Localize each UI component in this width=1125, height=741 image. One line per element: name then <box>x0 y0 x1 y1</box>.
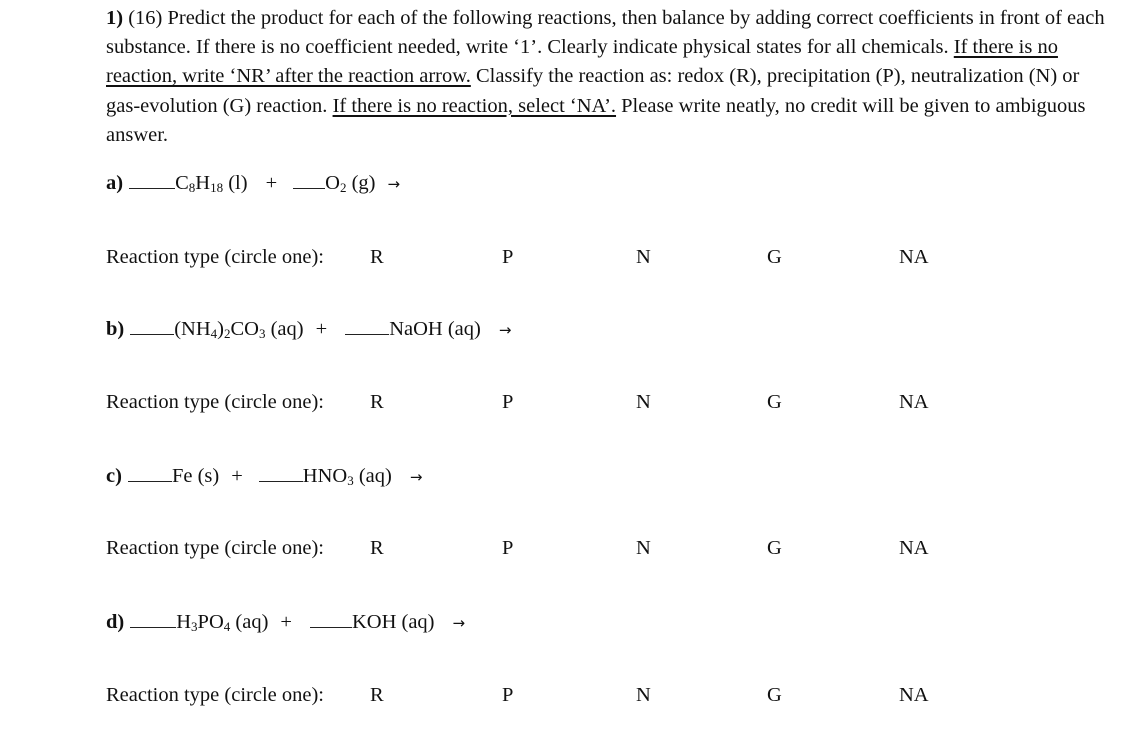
option-redox[interactable]: R <box>370 537 384 559</box>
reaction-type-label: Reaction type (circle one): <box>106 537 324 559</box>
reaction-letter: d) <box>106 611 125 633</box>
option-redox[interactable]: R <box>370 246 384 268</box>
coefficient-blank[interactable] <box>129 187 175 189</box>
option-gas-evolution[interactable]: G <box>767 684 782 706</box>
option-no-reaction[interactable]: NA <box>899 537 929 559</box>
instructions-text-1: Predict the product for each of the following reactions, then balance by adding correct coefficients in front of each substance. If there is no coefficient needed, write ‘1’. Clearly indicate physical states for all chemicals. <box>106 7 1105 59</box>
reaction-c <box>106 465 422 489</box>
reactant-2: $O_2$ (g) <box>325 172 376 195</box>
instructions-text-3: Please write neatly, no credit will be given to ambiguous answer. <box>106 94 1086 146</box>
reaction-type-label: Reaction type (circle one): <box>106 391 324 413</box>
plus-sign: + <box>231 465 243 487</box>
option-neutralization[interactable]: N <box>636 391 651 413</box>
option-no-reaction[interactable]: NA <box>899 684 929 706</box>
option-precipitation[interactable]: P <box>502 391 514 413</box>
plus-sign: + <box>265 172 278 194</box>
reactant-1: $H_3PO_4$ (aq) <box>176 611 269 634</box>
reaction-arrow: → <box>409 468 423 486</box>
option-precipitation[interactable]: P <box>502 246 514 268</box>
option-redox[interactable]: R <box>370 684 384 706</box>
coefficient-blank[interactable] <box>130 626 176 628</box>
option-redox[interactable]: R <box>370 391 384 413</box>
reaction-arrow: → <box>452 614 466 632</box>
option-neutralization[interactable]: N <box>636 537 651 559</box>
reactant-1: $(NH_4)_2CO_3$ (aq) <box>174 318 304 341</box>
option-no-reaction[interactable]: NA <box>899 246 929 268</box>
reaction-letter: b) <box>106 318 125 340</box>
option-neutralization[interactable]: N <box>636 684 651 706</box>
reactant-1: $C_8H_{18}$ (l) <box>175 172 248 195</box>
reactant-2: KOH (aq) <box>351 611 435 633</box>
coefficient-blank[interactable] <box>130 333 174 335</box>
option-precipitation[interactable]: P <box>502 684 514 706</box>
coefficient-blank[interactable] <box>310 626 352 628</box>
reaction-d <box>106 611 465 635</box>
reaction-letter: a) <box>106 172 124 194</box>
reaction-arrow: → <box>498 321 512 339</box>
instructions-underline-2: If there is no reaction, select ‘NA’. <box>332 94 617 117</box>
reaction-a <box>106 172 400 196</box>
instructions-underline-1: If there is no reaction, write ‘NR’ after the reaction arrow. <box>106 36 1058 88</box>
question-number: 1) <box>106 7 124 29</box>
instructions-text-2: Classify the reaction as: redox (R), precipitation (P), neutralization (N) or gas-evolution (G) reaction. <box>106 65 1080 117</box>
instructions-paragraph <box>106 4 1106 150</box>
option-gas-evolution[interactable]: G <box>767 246 782 268</box>
option-precipitation[interactable]: P <box>502 537 514 559</box>
option-gas-evolution[interactable]: G <box>767 537 782 559</box>
reaction-type-label: Reaction type (circle one): <box>106 246 324 268</box>
reactant-2: $HNO_3$ (aq) <box>302 465 392 488</box>
reaction-b <box>106 318 511 342</box>
plus-sign: + <box>315 318 328 340</box>
plus-sign: + <box>280 611 292 633</box>
option-neutralization[interactable]: N <box>636 246 651 268</box>
option-no-reaction[interactable]: NA <box>899 391 929 413</box>
question-points: (16) <box>128 7 163 29</box>
reactant-1: Fe (s) <box>171 465 220 487</box>
coefficient-blank[interactable] <box>345 333 389 335</box>
reaction-type-label: Reaction type (circle one): <box>106 684 324 706</box>
coefficient-blank[interactable] <box>293 187 325 189</box>
coefficient-blank[interactable] <box>259 480 303 482</box>
coefficient-blank[interactable] <box>128 480 172 482</box>
reactant-2: NaOH (aq) <box>389 318 481 340</box>
option-gas-evolution[interactable]: G <box>767 391 782 413</box>
reaction-arrow: → <box>387 175 401 193</box>
reaction-letter: c) <box>106 465 122 487</box>
